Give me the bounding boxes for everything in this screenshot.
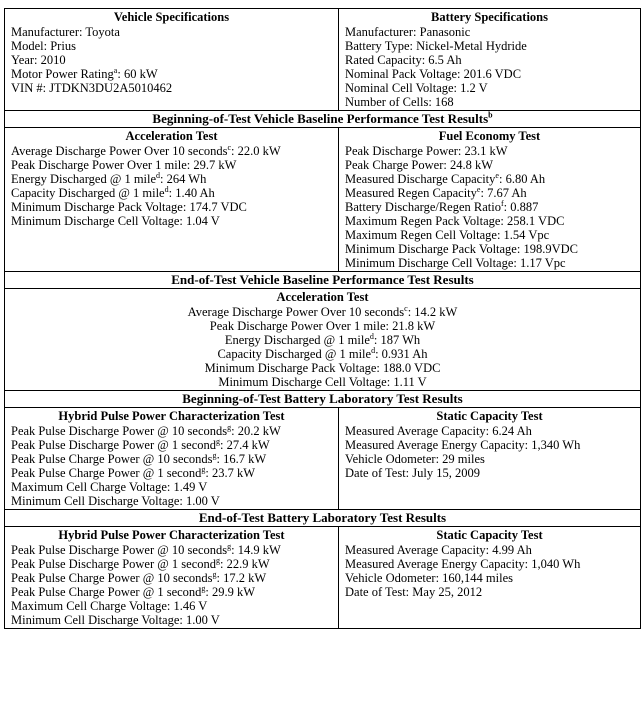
bot-fuel-economy-cell xyxy=(339,128,641,272)
result-line: Vehicle Odometer: 160,144 miles xyxy=(345,571,514,585)
result-line: Minimum Cell Discharge Voltage: 1.00 V xyxy=(11,494,220,508)
eot-acceleration-title: Acceleration Test xyxy=(276,290,369,304)
eot-static-capacity-list xyxy=(345,543,634,599)
result-line: Year: 2010 xyxy=(11,53,66,67)
result-line: Average Discharge Power Over 10 seconds$^c$: 14.2 kW xyxy=(187,303,458,319)
bot-hppc-list xyxy=(11,424,332,508)
eot-hppc-title: Hybrid Pulse Power Characterization Test xyxy=(58,528,285,542)
result-line: Measured Average Energy Capacity: 1,040 Wh xyxy=(345,557,581,571)
result-line: Minimum Discharge Cell Voltage: 1.17 Vpc xyxy=(345,256,566,270)
result-line: Peak Discharge Power Over 1 mile: 21.8 kW xyxy=(209,319,436,333)
result-line: Vehicle Odometer: 29 miles xyxy=(345,452,485,466)
footnote-marker: g xyxy=(227,541,232,551)
footnote-marker: e xyxy=(495,170,499,180)
battery-specifications-list xyxy=(345,25,634,109)
footnote-marker: d xyxy=(156,170,161,180)
battery-specifications-title: Battery Specifications xyxy=(431,10,548,24)
footnote-marker: d xyxy=(371,345,376,355)
result-line: Motor Power Rating$^a$: 60 kW xyxy=(11,65,158,81)
result-line: Rated Capacity: 6.5 Ah xyxy=(345,53,462,67)
bot-fuel-economy-title: Fuel Economy Test xyxy=(438,129,541,143)
result-line: Battery Discharge/Regen Ratio$^f$: 0.887 xyxy=(345,198,539,214)
result-line: Capacity Discharged @ 1 mile$^d$: 0.931 Ah xyxy=(217,345,428,361)
result-line: Minimum Discharge Pack Voltage: 198.9VDC xyxy=(345,242,578,256)
bot-static-capacity-list xyxy=(345,424,634,480)
eot-battery-section-title: End-of-Test Battery Laboratory Test Results xyxy=(5,510,641,527)
result-line: Maximum Regen Pack Voltage: 258.1 VDC xyxy=(345,214,565,228)
vehicle-specifications-title: Vehicle Specifications xyxy=(113,10,230,24)
result-line: Nominal Pack Voltage: 201.6 VDC xyxy=(345,67,522,81)
result-line: Average Discharge Power Over 10 seconds$^c$: 22.0 kW xyxy=(11,142,281,158)
result-line: Peak Pulse Charge Power @ 1 second$^g$: 23.7 kW xyxy=(11,464,256,480)
result-line: Maximum Cell Charge Voltage: 1.46 V xyxy=(11,599,208,613)
result-line: Peak Discharge Power Over 1 mile: 29.7 kW xyxy=(11,158,237,172)
test-results-table xyxy=(4,8,641,629)
result-line: Peak Pulse Charge Power @ 10 seconds$^g$: 17.2 kW xyxy=(11,569,267,585)
footnote-marker: d xyxy=(369,331,374,341)
footnote-marker: c xyxy=(404,303,408,313)
bot-acceleration-title: Acceleration Test xyxy=(125,129,218,143)
result-line: Manufacturer: Toyota xyxy=(11,25,120,39)
footnote-marker: a xyxy=(113,65,118,75)
result-line: Peak Charge Power: 24.8 kW xyxy=(345,158,494,172)
result-line: Number of Cells: 168 xyxy=(345,95,454,109)
result-line: Peak Pulse Discharge Power @ 1 second$^g$: 22.9 kW xyxy=(11,555,270,571)
footnote-marker: f xyxy=(500,198,504,208)
bot-acceleration-cell xyxy=(5,128,339,272)
bot-static-capacity-cell xyxy=(339,408,641,510)
footnote-marker: g xyxy=(201,464,206,474)
result-line: Maximum Regen Cell Voltage: 1.54 Vpc xyxy=(345,228,550,242)
result-line: Minimum Cell Discharge Voltage: 1.00 V xyxy=(11,613,220,627)
result-line: Minimum Discharge Pack Voltage: 188.0 VDC xyxy=(204,361,441,375)
footnote-marker: g xyxy=(216,555,220,565)
eot-hppc-list xyxy=(11,543,332,627)
bot-hppc-title: Hybrid Pulse Power Characterization Test xyxy=(58,409,285,423)
result-line: Capacity Discharged @ 1 mile$^d$: 1.40 Ah xyxy=(11,184,215,200)
result-line: Peak Pulse Discharge Power @ 10 seconds$^g$: 14.9 kW xyxy=(11,541,281,557)
result-line: Peak Pulse Charge Power @ 10 seconds$^g$: 16.7 kW xyxy=(11,450,267,466)
battery-specifications-cell xyxy=(339,9,641,111)
result-line: Measured Average Capacity: 6.24 Ah xyxy=(345,424,532,438)
result-line: Peak Discharge Power: 23.1 kW xyxy=(345,144,508,158)
result-line: Peak Pulse Discharge Power @ 1 second$^g$: 27.4 kW xyxy=(11,436,270,452)
result-line: Energy Discharged @ 1 mile$^d$: 187 Wh xyxy=(224,331,421,347)
result-line: Date of Test: May 25, 2012 xyxy=(345,585,483,599)
result-line: Minimum Discharge Cell Voltage: 1.04 V xyxy=(11,214,220,228)
result-line: Measured Regen Capacity$^e$: 7.67 Ah xyxy=(345,184,527,200)
eot-static-capacity-title: Static Capacity Test xyxy=(436,528,543,542)
result-line: Energy Discharged @ 1 mile$^d$: 264 Wh xyxy=(11,170,207,186)
result-line: Peak Pulse Charge Power @ 1 second$^g$: 29.9 kW xyxy=(11,583,256,599)
result-line: Date of Test: July 15, 2009 xyxy=(345,466,480,480)
footnote-marker: g xyxy=(201,583,206,593)
bot-hppc-cell xyxy=(5,408,339,510)
footnote-marker: c xyxy=(227,142,232,152)
result-line: Battery Type: Nickel-Metal Hydride xyxy=(345,39,527,53)
bot-static-capacity-title: Static Capacity Test xyxy=(436,409,543,423)
eot-hppc-cell xyxy=(5,527,339,629)
vehicle-specifications-list xyxy=(11,25,332,95)
footnote-marker: g xyxy=(212,450,217,460)
bot-battery-section-title: Beginning-of-Test Battery Laboratory Test Results xyxy=(5,391,641,408)
result-line: Minimum Discharge Pack Voltage: 174.7 VDC xyxy=(11,200,247,214)
footnote-marker: d xyxy=(164,184,169,194)
footnote-marker: g xyxy=(227,422,232,432)
footnote-marker: g xyxy=(212,569,217,579)
footnote-marker: e xyxy=(476,184,481,194)
result-line: VIN #: JTDKN3DU2A5010462 xyxy=(11,81,173,95)
footnote-marker: g xyxy=(216,436,220,446)
result-line: Measured Average Capacity: 4.99 Ah xyxy=(345,543,532,557)
result-line: Maximum Cell Charge Voltage: 1.49 V xyxy=(11,480,208,494)
eot-acceleration-list xyxy=(11,305,634,389)
bot-acceleration-list xyxy=(11,144,332,228)
result-line: Minimum Discharge Cell Voltage: 1.11 V xyxy=(218,375,427,389)
result-line: Model: Prius xyxy=(11,39,76,53)
vehicle-specifications-cell xyxy=(5,9,339,111)
eot-vehicle-section-title: End-of-Test Vehicle Baseline Performance Test Results xyxy=(5,272,641,289)
result-line: Peak Pulse Discharge Power @ 10 seconds$^g$: 20.2 kW xyxy=(11,422,281,438)
result-line: Measured Average Energy Capacity: 1,340 Wh xyxy=(345,438,581,452)
result-line: Nominal Cell Voltage: 1.2 V xyxy=(345,81,488,95)
eot-acceleration-cell xyxy=(5,289,641,391)
eot-static-capacity-cell xyxy=(339,527,641,629)
result-line: Measured Discharge Capacity$^e$: 6.80 Ah xyxy=(345,170,546,186)
result-line: Manufacturer: Panasonic xyxy=(345,25,471,39)
bot-vehicle-section-title: Beginning-of-Test Vehicle Baseline Performance Test Results$^b$ xyxy=(5,111,641,128)
bot-fuel-economy-list xyxy=(345,144,634,270)
